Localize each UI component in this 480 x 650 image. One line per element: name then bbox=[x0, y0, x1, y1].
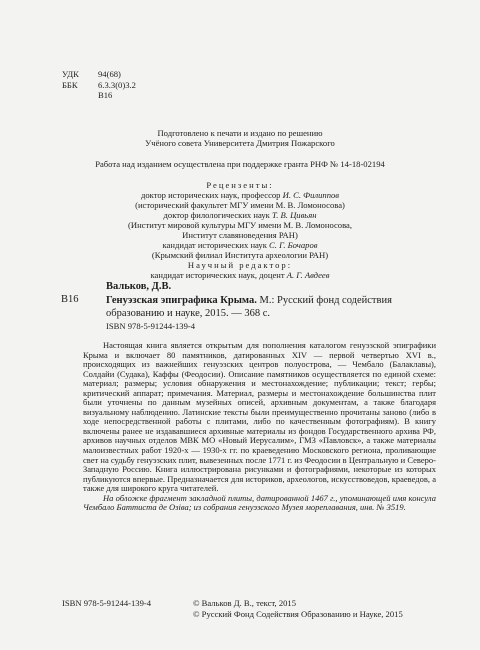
editor-heading: Научный редактор: bbox=[187, 260, 293, 270]
reviewer-2-affiliation-2: Институт славяноведения РАН) bbox=[182, 230, 298, 240]
reviewers-heading: Рецензенты: bbox=[206, 180, 274, 190]
approval-line-2: Учёного совета Университета Дмитрия Пожарского bbox=[145, 138, 335, 148]
footer-isbn: ISBN 978-5-91244-139-4 bbox=[62, 598, 152, 608]
entry-title: Генуэзская эпиграфика Крыма. М.: Русский фонд содействия образованию и науке, 2015. — 368 с. bbox=[106, 295, 392, 319]
entry-author: Вальков, Д.В. bbox=[106, 281, 172, 292]
cover-note: На обложке фрагмент закладной плиты, датированной 1467 г., упоминающей имя консула Чембало Баттиста де Озіва; из собрания генуэзского Музея мореплавания, инв. № 3519. bbox=[83, 492, 436, 513]
reviewer-1-affiliation: (исторический факультет МГУ имени М. В. Ломоносова) bbox=[135, 200, 345, 210]
entry-isbn: ISBN 978-5-91244-139-4 bbox=[106, 321, 196, 331]
reviewer-1: доктор исторических наук, профессор И. С. Филиппов bbox=[140, 190, 340, 200]
approval-note bbox=[0, 128, 480, 148]
bbk-value: 6.3.3(0)3.2 bbox=[98, 79, 136, 90]
classification-block bbox=[62, 69, 136, 101]
copyright-block bbox=[193, 598, 403, 619]
copyright-author: © Вальков Д. В., текст, 2015 bbox=[193, 598, 297, 608]
grant-note: Работа над изданием осуществлена при поддержке гранта РНФ № 14-18-02194 bbox=[95, 159, 385, 169]
reviewer-2: доктор филологических наук Т. В. Цивьян bbox=[163, 210, 317, 220]
reviewers-block bbox=[0, 180, 480, 280]
abstract bbox=[83, 341, 436, 513]
author-code: В16 bbox=[98, 90, 113, 100]
reviewer-3: кандидат исторических наук С. Г. Бочаров bbox=[162, 240, 318, 250]
reviewer-3-affiliation: (Крымский филиал Института археологии РАН) bbox=[151, 250, 329, 260]
copyright-publisher: © Русский Фонд Содействия Образованию и Науке, 2015 bbox=[193, 608, 403, 619]
approval-line-1: Подготовлено к печати и издано по решению bbox=[157, 128, 323, 138]
reviewer-2-affiliation-1: (Институт мировой культуры МГУ имени М. В. Ломоносова, bbox=[128, 220, 352, 230]
udk-label: УДК bbox=[62, 69, 79, 79]
abstract-text: Настоящая книга является открытым для пополнения каталогом генуэзской эпиграфики Крыма и включает 80 памятников, датированных XIV — первой четвертью XVI в., происходящих из важнейших генуэзских центров полуострова, — Чембало (Балаклавы), Солдайи (Судака), Каффы (Феодосии). Описание памятников осуществляется по единой схеме: материал; размеры; условия обнаружения и местонахождение; публикации; текст; гербы; критический аппарат; примечания. Материал, размеры и местонахождение большинства плит были уточнены по данным музейных описей, архивным документам, а также благодаря визуальному наблюдению. Латинские тексты были преимущественно прочитаны заново (либо в ходе непосредственной работы с плитами, либо по качественным фотографиям). В книгу включены ранее не издававшиеся архивные материалы из фондов Государственного архива РФ, архивов научных отделов МВК МО «Новый Иерусалим», ГМЗ «Павловск», а также материалы малоизвестных работ 1920-х — 1930-х гг. по краеведению Московского региона, проливающие свет на судьбу генуэзских плит, вывезенных после 1771 г. из Феодосии в Центральную и Северо-Западную Россию. Книга иллюстрирована рисунками и фотографиями, некоторые из которых публикуются впервые. Предназначается для историков, археологов, искусствоведов, краеведов, а также для широкого круга читателей. bbox=[83, 340, 436, 494]
scientific-editor: кандидат исторических наук, доцент А. Г. Авдеев bbox=[150, 270, 330, 280]
entry-code: В16 bbox=[61, 294, 79, 305]
udk-value: 94(68) bbox=[98, 69, 121, 79]
bbk-label: ББК bbox=[62, 79, 78, 90]
